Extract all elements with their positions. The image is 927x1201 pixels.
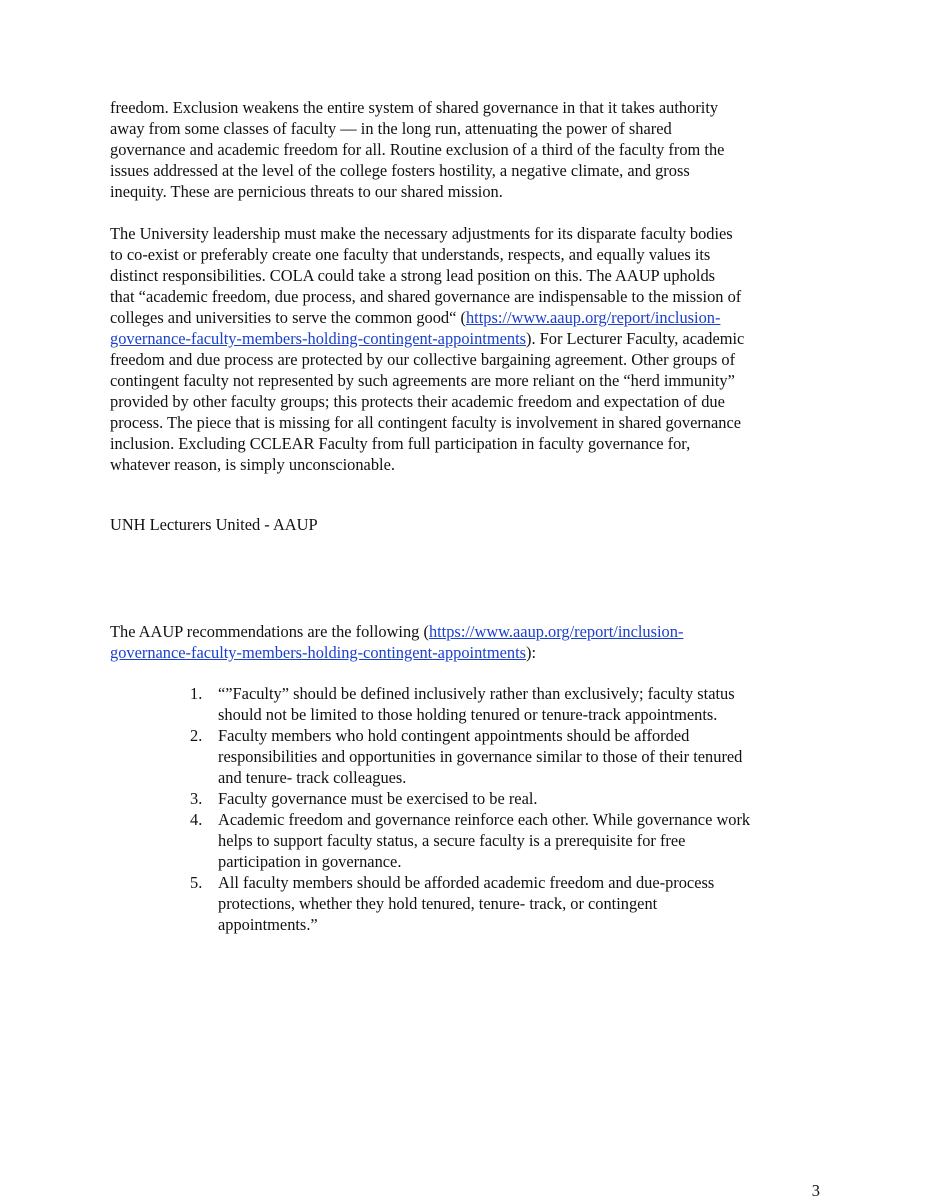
text-line: should not be limited to those holding tenured or tenure-track appointments. (218, 705, 718, 724)
list-number: 2. (190, 726, 203, 745)
text-line: freedom and due process are protected by our collective bargaining agreement. Other groups of (110, 350, 736, 369)
list-item (190, 872, 830, 935)
text-fragment: ). For Lecturer Faculty, academic (526, 329, 745, 348)
text-line: The University leadership must make the necessary adjustments for its disparate faculty bodies (110, 224, 733, 243)
text-line: and tenure- track colleagues. (218, 768, 407, 787)
list-number: 1. (190, 684, 203, 703)
text-line: Academic freedom and governance reinforce each other. While governance work (218, 810, 751, 829)
text-line: that “academic freedom, due process, and shared governance are indispensable to the mission of (110, 287, 742, 306)
list-item (190, 725, 830, 788)
recommendations-intro (110, 621, 830, 663)
list-item (190, 809, 830, 872)
text-line (110, 621, 830, 642)
text-line: helps to support faculty status, a secure faculty is a prerequisite for free (218, 831, 686, 850)
paragraph-leadership (110, 223, 830, 475)
aaup-report-link[interactable]: https://www.aaup.org/report/inclusion- (465, 308, 721, 327)
text-fragment: The AAUP recommendations are the following ( (110, 622, 429, 641)
text-line: appointments.” (218, 915, 318, 934)
text-line (110, 328, 830, 349)
aaup-recommendations-link[interactable]: https://www.aaup.org/report/inclusion- (428, 622, 684, 641)
text-line: provided by other faculty groups; this protects their academic freedom and expectation of due (110, 392, 725, 411)
paragraph-exclusion (110, 97, 830, 202)
text-line: responsibilities and opportunities in governance similar to those of their tenured (218, 747, 743, 766)
text-line: inclusion. Excluding CCLEAR Faculty from full participation in faculty governance for, (110, 434, 691, 453)
text-line: “”Faculty” should be defined inclusively rather than exclusively; faculty status (218, 684, 735, 703)
list-item (190, 788, 830, 809)
text-line: process. The piece that is missing for all contingent faculty is involvement in shared governance (110, 413, 742, 432)
recommendations-list (190, 683, 830, 935)
text-line: participation in governance. (218, 852, 402, 871)
text-line: inequity. These are pernicious threats to our shared mission. (110, 182, 503, 201)
list-number: 3. (190, 789, 203, 808)
list-number: 4. (190, 810, 203, 829)
text-line (110, 642, 830, 663)
text-line: freedom. Exclusion weakens the entire system of shared governance in that it takes authority (110, 98, 719, 117)
text-line: Faculty governance must be exercised to be real. (218, 789, 538, 808)
signature: UNH Lecturers United - AAUP (110, 515, 318, 534)
text-line (110, 307, 830, 328)
list-item (190, 683, 830, 725)
text-line: distinct responsibilities. COLA could take a strong lead position on this. The AAUP upholds (110, 266, 716, 285)
text-fragment: ): (526, 643, 537, 662)
text-line: contingent faculty not represented by such agreements are more reliant on the “herd immunity” (110, 371, 735, 390)
text-fragment: colleges and universities to serve the common good“ ( (110, 308, 466, 327)
text-line: Faculty members who hold contingent appointments should be afforded (218, 726, 690, 745)
text-line: to co-exist or preferably create one faculty that understands, respects, and equally values its (110, 245, 711, 264)
list-number: 5. (190, 873, 203, 892)
aaup-report-link-continued[interactable]: governance-faculty-members-holding-contingent-appointments (110, 329, 527, 348)
text-line: governance and academic freedom for all. Routine exclusion of a third of the faculty from the (110, 140, 725, 159)
text-line: protections, whether they hold tenured, tenure- track, or contingent (218, 894, 658, 913)
text-line: whatever reason, is simply unconscionable. (110, 455, 395, 474)
text-line: issues addressed at the level of the college fosters hostility, a negative climate, and gross (110, 161, 690, 180)
text-line: All faculty members should be afforded academic freedom and due-process (218, 873, 715, 892)
page-number: 3 (811, 1181, 820, 1200)
aaup-recommendations-link-continued[interactable]: governance-faculty-members-holding-contingent-appointments (110, 643, 527, 662)
text-line: away from some classes of faculty — in the long run, attenuating the power of shared (110, 119, 672, 138)
